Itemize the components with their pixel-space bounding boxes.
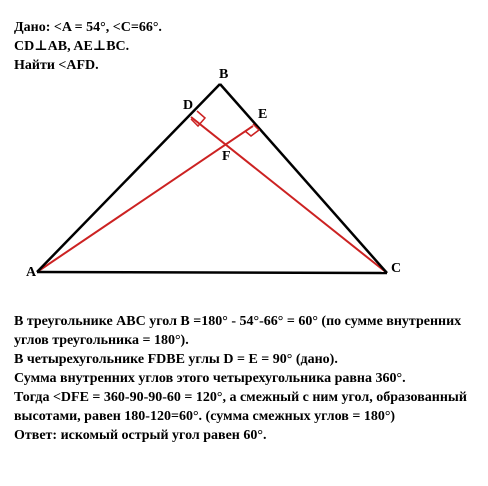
side-ac — [37, 272, 387, 273]
side-bc — [220, 84, 387, 273]
label-f: F — [222, 149, 231, 164]
solution-angle-b: В треугольнике ABC угол B =180° - 54°-66° = 60° (по сумме внутренних углов треугольника = 180°). — [14, 314, 462, 348]
solution-angle-dfe: Тогда <DFE = 360-90-90-60 = 120°, а смежный с ним угол, образованный высотами, равен 180-120=60°. (сумма смежных углов = 180°) — [14, 390, 467, 424]
find-statement: Найти <AFD. — [14, 58, 99, 73]
solution-angle-sum: Сумма внутренних углов этого четырехугольника равна 360°. — [14, 371, 406, 386]
label-b: B — [219, 67, 229, 82]
given-perpendiculars: CD⊥AB, AE⊥BC. — [14, 39, 130, 54]
label-a: A — [26, 265, 37, 280]
solution-quadrilateral: В четырехугольнике FDBE углы D = E = 90° (дано). — [14, 352, 338, 367]
altitude-cd — [191, 117, 387, 273]
solution-answer: Ответ: искомый острый угол равен 60°. — [14, 428, 267, 443]
label-e: E — [258, 107, 268, 122]
altitude-ae — [37, 126, 253, 272]
given-angles: Дано: <A = 54°, <C=66°. — [14, 20, 162, 35]
label-c: C — [391, 261, 402, 276]
solution-block — [14, 312, 480, 445]
label-d: D — [183, 98, 194, 113]
